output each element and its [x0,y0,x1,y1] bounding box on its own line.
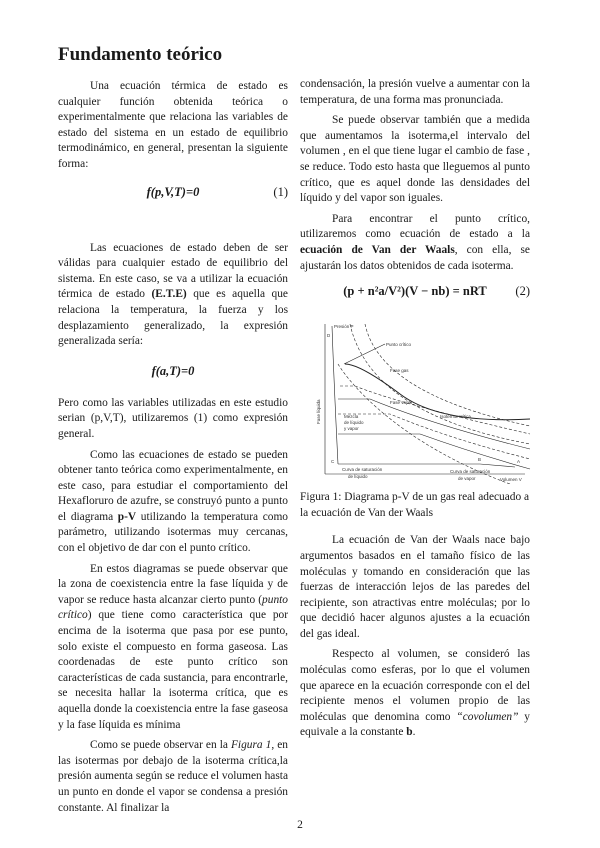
liquid-phase-label: Fase líquida [316,399,321,425]
gas-phase-label: Fase gas [390,368,409,374]
paragraph: En estos diagramas se puede observar que la zona de coexistencia entre la fase líquida y de vapor se reduce hasta alcanzar cierto punto (punto crítico) que tiene como característica que por encima de la isoterma que pasa por ese punto, solo existe el compuesto en forma gaseosa. Las coordenadas de este punto crítico son características de cada sustancia, para encontrarle, se necesita hallar la isoterma crítica, que es aquella donde la coexistencia entre la fase gaseosa y la fase líquida es mínima [58,562,288,731]
point-a-label: A [517,459,521,465]
equation-generalized: f(a,T)=0 [151,363,195,378]
point-c-label: C [331,459,335,465]
figure-caption: Figura 1: Diagrama p-V de un gas real adecuado a la ecuación de Van der Waals [300,491,530,519]
liquid-saturation-curve [332,326,338,464]
liquid-saturation-label: Curva de saturación [342,467,383,473]
critical-point-label: Punto crítico [386,342,412,348]
equation-1: f(p,V,T)=0 (1) [146,184,288,199]
liquid-saturation-label: de líquido [348,474,368,480]
mixture-label: de líquido [344,420,364,426]
mixture-label: Mezcla [344,414,359,420]
paragraph: La ecuación de Van der Waals nace bajo argumentos basados en el tamaño físico de las moléculas y tomando en consideración que las fuerzas de interacción lejos de las paredes del recipiente, son atractivas entre moléculas; por lo que decidió hacer algunos ajustes a la ecuación del gas ideal. [300,534,530,640]
paragraph: condensación, la presión vuelve a aumentar con la temperatura, de una forma mas pronunciada. [300,78,530,106]
y-axis-label: Presión P [334,324,354,330]
paragraph: Las ecuaciones de estado deben de ser válidas para cualquier estado de equilibrio del sistema. En este caso, se va a utilizar la ecuación térmica de estado (E.T.E) que es aquella que relaciona la temperatura, la fuerza y los desplazamiento generalizado, la expresión generalizada sería: [58,241,288,348]
paragraph: Respecto al volumen, se consideró las moléculas como esferas, por lo que el volumen que aparece en la ecuación corresponde con el del recipiente menos el volumen propio de las moléculas que denomina como “covolumen” y equivale a la constante b. [300,648,530,739]
equation-2: (p + n²a/V²)(V − nb) = nRT (2) [343,284,530,299]
vapor-saturation-label: de vapor [458,476,476,482]
left-column [58,79,288,821]
mixture-label: y vapor [344,426,359,432]
critical-isotherm-label: Isoterma crítica [440,414,471,420]
paragraph: Como las ecuaciones de estado se pueden obtener tanto teórica como experimentalmente, en este caso, para estudiar el comportamiento del Hexafloruro de azufre, se construyó punto a punto el diagrama p-V utilizando la temperatura como parámetro, utilizando isotermas muy cercanas, con el objetivo de dar con el punto crítico. [58,448,289,555]
x-axis-label: Volumen V [500,477,522,483]
right-column [300,77,530,746]
paragraph: Para encontrar el punto crítico, utilizaremos como ecuación de estado a la ecuación de Van der Waals, con ella, se ajustarán los datos obtenidos de cada isoterma. [300,212,530,272]
vapor-saturation-label: Curva de saturación [450,469,491,475]
paragraph: Pero como las variables utilizadas en este estudio serian (p,V,T), utilizaremos (1) como expresión general. [58,396,288,440]
pv-diagram-figure [310,324,550,484]
point-b-label: B [478,457,482,463]
page-number: 2 [297,819,303,831]
paragraph: Se puede observar también que a medida que aumentamos la isoterma,el intervalo del volumen , en el que tiene lugar el cambio de fase , se reduce. Todo esto hasta que lleguemos al punto crítico, que es aquel donde las densidades del líquido y del vapor son iguales. [300,114,530,205]
point-d-label: D [327,333,331,339]
paragraph: Una ecuación térmica de estado es cualquier función obtenida teórica o experimentalmente que relaciona las variables de estado del sistema en un estado de equilibrio termodinámico, en general, presentan la siguiente forma: [58,80,288,170]
vapor-phase-label: Fase vapor [390,400,413,406]
section-title: Fundamento teórico [58,44,223,65]
vapor-saturation-curve [338,364,510,484]
paragraph: Como se puede observar en la Figura 1, en las isotermas por debajo de la isoterma crítica,la presión aumenta según se reduce el volumen hasta un punto en donde el vapor se condensa a presión constante. Al finalizar la [58,739,288,814]
